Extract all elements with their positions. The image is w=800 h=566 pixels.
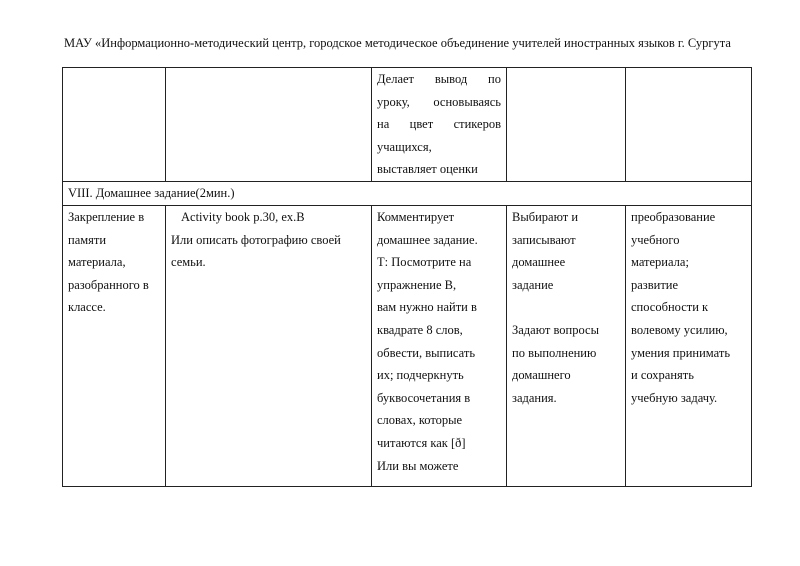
text-line: и сохранять [631, 368, 694, 383]
page-header: МАУ «Информационно-методический центр, городское методическое объединение учителей иностранных языков г. Сургута [64, 36, 731, 50]
content-cell [166, 205, 372, 486]
table-row [63, 68, 752, 182]
text-line: Делает вывод по [377, 72, 501, 86]
uud-cell [626, 205, 752, 486]
text-line: упражнение В, [377, 277, 457, 292]
text-line: материала; [631, 255, 689, 270]
table-row [63, 205, 752, 486]
text-line: учебного [631, 232, 680, 247]
text-line: волевому усилию, [631, 322, 728, 337]
section-row [63, 181, 752, 205]
text-line: квадрате 8 слов, [377, 322, 463, 337]
text-line: на цвет стикеров [377, 117, 501, 132]
text-line: Комментирует [377, 209, 455, 224]
text-line: разобранного в [68, 277, 149, 292]
stage-cell [63, 68, 166, 182]
text-line: домашнее задание. [377, 232, 478, 247]
text-line: памяти [68, 232, 107, 247]
text-line: Или описать фотографию своей [171, 232, 341, 247]
text-line: развитие [631, 277, 679, 292]
blank-line [512, 296, 620, 319]
text-line: их; подчеркнуть [377, 368, 464, 383]
text-line: задания. [512, 390, 557, 405]
text-line: буквосочетания в [377, 390, 471, 405]
text-line: вам нужно найти в [377, 300, 477, 315]
text-line: Выбирают и [512, 209, 579, 224]
text-line: семьи. [171, 255, 206, 270]
text-line: словах, которые [377, 413, 463, 428]
text-line: Т: Посмотрите на [377, 255, 472, 270]
text-line: умения принимать [631, 345, 731, 360]
text-line: задание [512, 277, 554, 292]
text-line: читаются как [ð] [377, 435, 466, 450]
text-line: по выполнению [512, 345, 597, 360]
content-cell [166, 68, 372, 182]
text-line: записывают [512, 232, 576, 247]
text-line: учебную задачу. [631, 390, 718, 405]
student-activity-cell [507, 205, 626, 486]
text-line: способности к [631, 300, 709, 315]
stage-cell [63, 205, 166, 486]
text-line: выставляет оценки [377, 162, 478, 177]
text-line: преобразование [631, 209, 716, 224]
text-line: Или вы можете [377, 458, 459, 473]
teacher-activity-cell [372, 205, 507, 486]
teacher-activity-cell [372, 68, 507, 182]
section-title: VIII. Домашнее задание(2мин.) [63, 181, 752, 205]
text-line: домашнего [512, 368, 571, 383]
student-activity-cell [507, 68, 626, 182]
text-line: Закрепление в [68, 209, 145, 224]
lesson-plan-table [62, 67, 752, 487]
uud-cell [626, 68, 752, 182]
text-line: Задают вопросы [512, 322, 599, 337]
text-line: обвести, выписать [377, 345, 476, 360]
text-line: классе. [68, 300, 106, 315]
text-line: домашнее [512, 255, 566, 270]
text-line: Activity book p.30, ex.B [181, 209, 305, 224]
text-line: материала, [68, 255, 126, 270]
text-line: уроку, основываясь [377, 94, 501, 109]
text-line: учащихся, [377, 139, 432, 154]
